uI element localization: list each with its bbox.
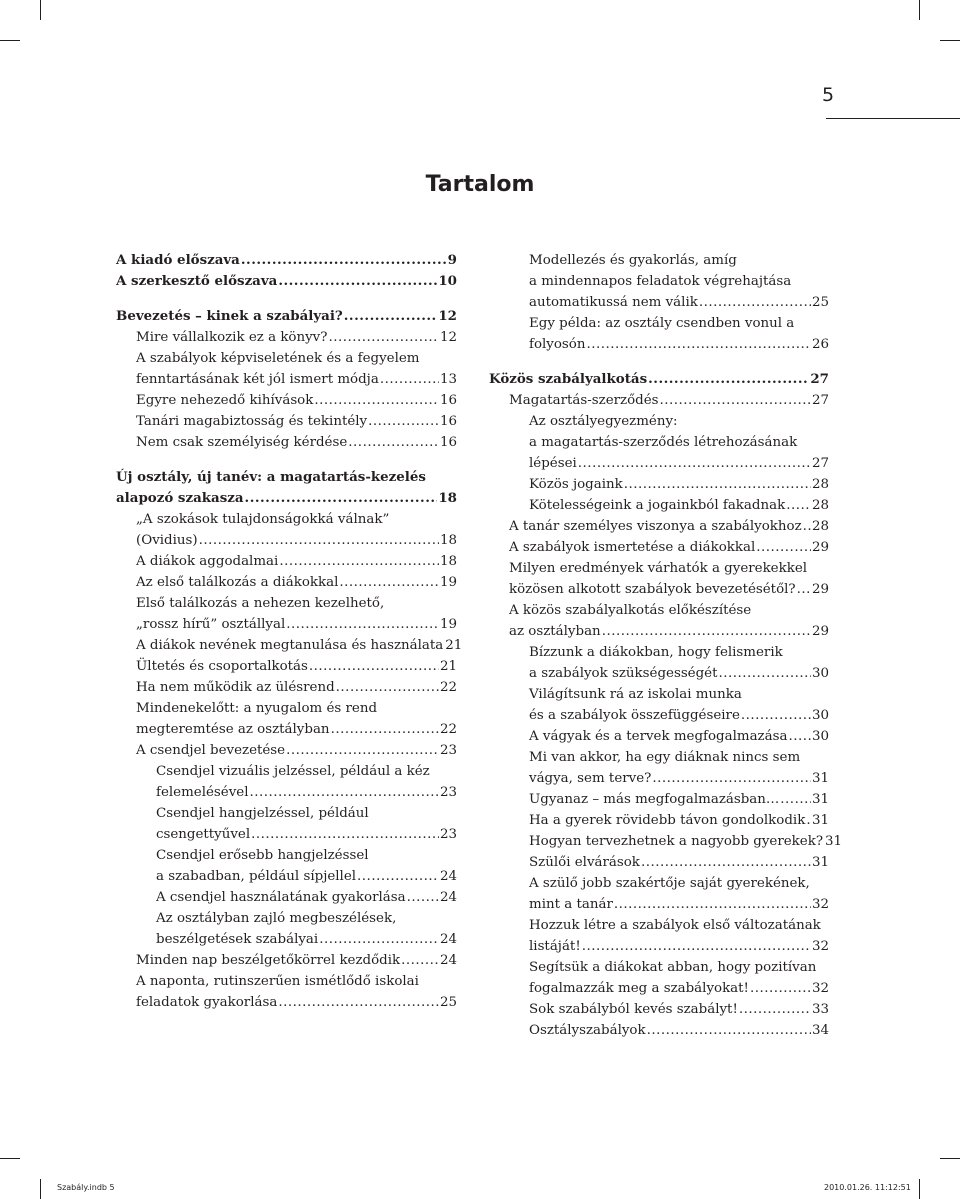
toc-page-number: 31 xyxy=(811,855,829,870)
toc-page-number: 30 xyxy=(811,729,829,744)
toc-entry-title-line: A diákok nevének megtanulása és használata xyxy=(136,638,444,653)
dot-leader xyxy=(803,516,811,537)
crop-mark xyxy=(0,40,20,41)
toc-page-number: 31 xyxy=(811,771,829,786)
toc-entry xyxy=(116,971,457,1013)
toc-entry-title-line: fogalmazzák meg a szabályokat! xyxy=(529,981,749,996)
dot-leader xyxy=(278,271,437,292)
toc-page-number: 23 xyxy=(439,827,457,842)
toc-entry-title-line: megteremtése az osztályban xyxy=(136,722,330,737)
dot-leader xyxy=(286,740,439,761)
dot-leader xyxy=(336,677,439,698)
toc-page-number: 24 xyxy=(439,890,457,905)
toc-entry xyxy=(116,740,457,761)
toc-page-number: 27 xyxy=(810,371,829,387)
dot-leader xyxy=(328,327,439,348)
toc-page-number: 28 xyxy=(811,477,829,492)
toc-entry-last-line xyxy=(509,537,829,558)
toc-entry-title-line: Közös jogaink xyxy=(529,477,623,492)
toc-right-column xyxy=(489,250,843,1041)
toc-entry xyxy=(489,852,829,873)
toc-entry-title-line: A szerkesztő előszava xyxy=(116,273,278,289)
toc-entry xyxy=(116,908,457,950)
toc-entry xyxy=(489,957,829,999)
toc-entry-last-line xyxy=(116,306,457,327)
toc-entry-title-line: Segítsük a diákokat abban, hogy pozitívan xyxy=(529,960,817,975)
toc-page-number: 28 xyxy=(811,498,829,513)
toc-entry-last-line xyxy=(509,579,829,600)
header-rule xyxy=(826,118,960,119)
dot-leader xyxy=(339,572,439,593)
dot-leader xyxy=(756,537,811,558)
dot-leader xyxy=(314,390,439,411)
toc-left-column xyxy=(116,250,463,1013)
toc-entry-title-line: Hozzuk létre a szabályok első változatának xyxy=(529,918,821,933)
toc-entry-last-line xyxy=(136,327,457,348)
toc-entry xyxy=(489,369,829,390)
dot-leader xyxy=(602,621,811,642)
toc-entry-title-line: Magatartás-szerződés xyxy=(509,393,659,408)
toc-page-number: 29 xyxy=(811,624,829,639)
toc-entry xyxy=(489,999,829,1020)
toc-entry xyxy=(116,348,457,390)
toc-page-number: 24 xyxy=(439,869,457,884)
toc-entry-title-line: Mire vállalkozik ez a könyv? xyxy=(136,330,328,345)
toc-entry-last-line xyxy=(156,782,457,803)
crop-mark xyxy=(940,40,960,41)
crop-mark xyxy=(0,1158,20,1159)
toc-page-number: 19 xyxy=(439,617,457,632)
toc-entry-title-line: Modellezés és gyakorlás, amíg xyxy=(529,253,737,268)
toc-page-number: 27 xyxy=(811,456,829,471)
toc-entry-title-line: Csendjel hangjelzéssel, például xyxy=(156,806,369,821)
toc-entry xyxy=(489,411,829,474)
toc-entry-title-line: Hogyan tervezhetnek a nagyobb gyerekek? xyxy=(529,834,824,849)
toc-entry xyxy=(489,516,829,537)
toc-page-number: 25 xyxy=(439,995,457,1010)
dot-leader xyxy=(660,390,811,411)
toc-page-number: 18 xyxy=(438,490,457,506)
toc-page-number: 22 xyxy=(439,680,457,695)
toc-page-number: 31 xyxy=(811,813,829,828)
toc-page-number: 33 xyxy=(811,1002,829,1017)
toc-entry-title-line: Ha a gyerek rövidebb távon gondolkodik xyxy=(529,813,806,828)
crop-mark xyxy=(919,1179,920,1199)
toc-page-number: 27 xyxy=(811,393,829,408)
toc-entry-title-line: Közös szabályalkotás xyxy=(489,371,648,387)
dot-leader xyxy=(279,551,439,572)
toc-entry xyxy=(489,873,829,915)
toc-entry xyxy=(489,313,829,355)
dot-leader xyxy=(251,824,439,845)
toc-entry-title-line: a szabályok szükségességét xyxy=(529,666,718,681)
toc-entry-title-line: Az osztályban zajló megbeszélések, xyxy=(156,911,397,926)
dot-leader xyxy=(780,789,811,810)
toc-entry-title-line: Milyen eredmények várhatók a gyerekekkel xyxy=(509,561,808,576)
toc-page-number: 29 xyxy=(811,582,829,597)
toc-entry xyxy=(116,432,457,453)
crop-mark xyxy=(940,1158,960,1159)
dot-leader xyxy=(652,768,811,789)
dot-leader xyxy=(719,663,811,684)
toc-entry-last-line xyxy=(156,929,457,950)
toc-entry-title-line: A szabályok ismertetése a diákokkal xyxy=(509,540,756,555)
toc-page-number: 26 xyxy=(811,337,829,352)
toc-entry xyxy=(116,677,457,698)
toc-entry xyxy=(489,810,829,831)
toc-entry-last-line xyxy=(529,768,829,789)
toc-entry-last-line xyxy=(529,789,829,810)
toc-entry-title-line: az osztályban xyxy=(509,624,601,639)
toc-entry-title-line: Ugyanaz – más megfogalmazásban… xyxy=(529,792,780,807)
toc-entry-last-line xyxy=(529,453,829,474)
toc-entry-last-line xyxy=(156,887,457,908)
dot-leader xyxy=(380,369,439,390)
crop-mark xyxy=(40,1179,41,1199)
toc-entry xyxy=(116,950,457,971)
toc-entry-last-line xyxy=(136,411,457,432)
toc-entry xyxy=(116,551,457,572)
toc-entry-title-line: Mindenekelőtt: a nyugalom és rend xyxy=(136,701,378,716)
toc-page-number: 21 xyxy=(445,638,463,653)
toc-entry-title-line: A szabályok képviseletének és a fegyelem xyxy=(136,351,420,366)
toc-page-number: 18 xyxy=(439,533,457,548)
toc-entry xyxy=(116,656,457,677)
toc-entry xyxy=(116,271,457,292)
toc-entry-title-line: mint a tanár xyxy=(529,897,613,912)
toc-entry-last-line xyxy=(529,495,829,516)
dot-leader xyxy=(750,978,811,999)
toc-entry-last-line xyxy=(509,516,829,537)
page-title: Tartalom xyxy=(425,172,535,197)
toc-entry xyxy=(116,509,457,551)
toc-page-number: 32 xyxy=(811,981,829,996)
toc-entry-last-line xyxy=(136,635,463,656)
toc-entry-title-line: Világítsunk rá az iskolai munka xyxy=(529,687,742,702)
toc-entry-last-line xyxy=(136,950,457,971)
toc-page-number: 16 xyxy=(439,435,457,450)
toc-entry-last-line xyxy=(136,677,457,698)
toc-entry-last-line xyxy=(529,474,829,495)
dot-leader xyxy=(401,950,439,971)
toc-entry-last-line xyxy=(136,390,457,411)
toc-page-number: 30 xyxy=(811,666,829,681)
dot-leader xyxy=(348,432,439,453)
page-number: 5 xyxy=(821,84,835,106)
dot-leader xyxy=(624,474,811,495)
toc-entry-title-line: Egyre nehezedő kihívások xyxy=(136,393,314,408)
toc-page-number: 24 xyxy=(439,953,457,968)
toc-entry-last-line xyxy=(116,271,457,292)
toc-entry xyxy=(116,390,457,411)
toc-entry xyxy=(116,887,457,908)
dot-leader xyxy=(199,530,439,551)
dot-leader xyxy=(241,250,447,271)
toc-entry xyxy=(116,327,457,348)
dot-leader xyxy=(587,334,811,355)
toc-entry xyxy=(489,1020,829,1041)
toc-entry xyxy=(489,600,829,642)
toc-entry-title-line: A csendjel használatának gyakorlása xyxy=(156,890,406,905)
toc-entry-title-line: „A szokások tulajdonságokká válnak” xyxy=(136,512,390,527)
toc-entry xyxy=(116,635,463,656)
toc-page-number: 31 xyxy=(811,792,829,807)
dot-leader xyxy=(806,810,811,831)
toc-entry xyxy=(116,411,457,432)
toc-page-number: 13 xyxy=(439,372,457,387)
toc-entry xyxy=(489,558,829,600)
toc-entry-last-line xyxy=(529,894,829,915)
toc-entry-title-line: fenntartásának két jól ismert módja xyxy=(136,372,379,387)
toc-entry-title-line: Osztályszabályok xyxy=(529,1023,646,1038)
toc-page-number: 10 xyxy=(438,273,457,289)
toc-entry-last-line xyxy=(529,978,829,999)
dot-leader xyxy=(278,992,439,1013)
toc-entry-last-line xyxy=(136,992,457,1013)
toc-entry-title-line: a szabadban, például sípjellel xyxy=(156,869,357,884)
dot-leader xyxy=(648,369,809,390)
dot-leader xyxy=(368,411,439,432)
dot-leader xyxy=(786,495,811,516)
toc-entry-last-line xyxy=(529,852,829,873)
toc-entry xyxy=(116,467,457,509)
toc-entry-last-line xyxy=(529,726,829,747)
toc-entry-title-line: A vágyak és a tervek megfogalmazása xyxy=(529,729,788,744)
toc-entry-last-line xyxy=(156,866,457,887)
toc-page-number: 18 xyxy=(439,554,457,569)
toc-entry-title-line: Bízzunk a diákokban, hogy felismerik xyxy=(529,645,783,660)
toc-entry-title-line: Ha nem működik az ülésrend xyxy=(136,680,335,695)
crop-mark xyxy=(919,0,920,20)
dot-leader xyxy=(741,705,811,726)
toc-entry-last-line xyxy=(529,334,829,355)
toc-entry xyxy=(116,250,457,271)
toc-entry-last-line xyxy=(116,488,457,509)
toc-entry-last-line xyxy=(529,663,829,684)
toc-entry xyxy=(489,684,829,726)
toc-entry-title-line: Ültetés és csoportalkotás xyxy=(136,659,308,674)
dot-leader xyxy=(614,894,811,915)
toc-entry-title-line: A kiadó előszava xyxy=(116,252,240,268)
toc-entry-title-line: (Ovidius) xyxy=(136,533,198,548)
toc-entry-last-line xyxy=(529,936,829,957)
toc-entry-last-line xyxy=(489,369,829,390)
toc-page-number: 30 xyxy=(811,708,829,723)
toc-entry-title-line: Bevezetés – kinek a szabályai? xyxy=(116,308,343,324)
dot-leader xyxy=(578,453,811,474)
toc-page-number: 16 xyxy=(439,393,457,408)
toc-entry-title-line: Első találkozás a nehezen kezelhető, xyxy=(136,596,385,611)
dot-leader xyxy=(309,656,439,677)
toc-entry-last-line xyxy=(509,390,829,411)
toc-entry-title-line: Szülői elvárások xyxy=(529,855,640,870)
footer-file-label: Szabály.indb 5 xyxy=(57,1183,115,1192)
toc-entry-last-line xyxy=(529,1020,829,1041)
toc-entry-title-line: felemelésével xyxy=(156,785,249,800)
toc-entry-title-line: Új osztály, új tanév: a magatartás-kezelés xyxy=(116,469,426,485)
toc-entry-title-line: Minden nap beszélgetőkörrel kezdődik xyxy=(136,953,401,968)
dot-leader xyxy=(797,579,811,600)
toc-entry xyxy=(489,495,829,516)
toc-entry-last-line xyxy=(529,705,829,726)
toc-page-number: 28 xyxy=(811,519,829,534)
toc-entry-last-line xyxy=(136,572,457,593)
toc-entry-last-line xyxy=(116,250,457,271)
toc-entry-title-line: közösen alkotott szabályok bevezetésétől? xyxy=(509,582,796,597)
toc-entry-title-line: Az első találkozás a diákokkal xyxy=(136,575,339,590)
dot-leader xyxy=(331,719,439,740)
toc-entry-last-line xyxy=(136,432,457,453)
toc-entry xyxy=(116,698,457,740)
toc-entry-title-line: A naponta, rutinszerűen ismétlődő iskolai xyxy=(136,974,419,989)
toc-entry-last-line xyxy=(529,810,829,831)
toc-page-number: 12 xyxy=(439,330,457,345)
toc-page-number: 21 xyxy=(439,659,457,674)
toc-entry xyxy=(489,726,829,747)
dot-leader xyxy=(245,488,438,509)
toc-entry-title-line: a mindennapos feladatok végrehajtása xyxy=(529,274,792,289)
toc-entry-title-line: a magatartás-szerződés létrehozásának xyxy=(529,435,798,450)
toc-page-number: 9 xyxy=(447,252,457,268)
toc-entry-title-line: Mi van akkor, ha egy diáknak nincs sem xyxy=(529,750,801,765)
toc-entry-title-line: Egy példa: az osztály csendben vonul a xyxy=(529,316,795,331)
toc-entry xyxy=(116,306,457,327)
toc-entry-title-line: alapozó szakasza xyxy=(116,490,244,506)
crop-mark xyxy=(40,0,41,20)
toc-page-number: 22 xyxy=(439,722,457,737)
toc-entry-title-line: A tanár személyes viszonya a szabályokhoz xyxy=(509,519,802,534)
toc-entry-last-line xyxy=(136,369,457,390)
toc-page-number: 19 xyxy=(439,575,457,590)
toc-entry-title-line: beszélgetések szabályai xyxy=(156,932,319,947)
toc-entry-title-line: csengettyűvel xyxy=(156,827,251,842)
toc-entry xyxy=(489,537,829,558)
dot-leader xyxy=(582,936,811,957)
toc-entry-last-line xyxy=(136,656,457,677)
toc-entry-title-line: A csendjel bevezetése xyxy=(136,743,286,758)
footer-timestamp: 2010.01.26. 11:12:51 xyxy=(824,1183,911,1192)
toc-entry xyxy=(116,761,457,803)
toc-entry-title-line: A diákok aggodalmai xyxy=(136,554,279,569)
toc-entry xyxy=(489,474,829,495)
toc-entry xyxy=(116,845,457,887)
toc-page-number: 32 xyxy=(811,939,829,954)
toc-entry xyxy=(489,831,843,852)
toc-entry xyxy=(116,572,457,593)
toc-entry-title-line: listáját! xyxy=(529,939,581,954)
toc-entry-title-line: Csendjel vizuális jelzéssel, például a kéz xyxy=(156,764,430,779)
dot-leader xyxy=(739,999,811,1020)
toc-entry xyxy=(489,390,829,411)
dot-leader xyxy=(641,852,811,873)
toc-page-number: 31 xyxy=(825,834,843,849)
toc-entry-last-line xyxy=(156,824,457,845)
dot-leader xyxy=(699,292,811,313)
toc-entry xyxy=(489,747,829,789)
toc-entry xyxy=(116,803,457,845)
toc-page-number: 25 xyxy=(811,295,829,310)
toc-entry-title-line: Az osztályegyezmény: xyxy=(529,414,678,429)
toc-entry-title-line: vágya, sem terve? xyxy=(529,771,652,786)
toc-page-number: 24 xyxy=(439,932,457,947)
toc-entry-last-line xyxy=(136,719,457,740)
dot-leader xyxy=(319,929,439,950)
toc-entry-title-line: folyosón xyxy=(529,337,586,352)
toc-entry-last-line xyxy=(509,621,829,642)
toc-entry xyxy=(489,250,829,313)
toc-entry-last-line xyxy=(529,292,829,313)
dot-leader xyxy=(788,726,811,747)
toc-entry-title-line: és a szabályok összefüggéseire xyxy=(529,708,740,723)
toc-entry-title-line: lépései xyxy=(529,456,577,471)
toc-entry-title-line: Tanári magabiztosság és tekintély xyxy=(136,414,368,429)
toc-entry-last-line xyxy=(529,999,829,1020)
toc-entry-last-line xyxy=(136,530,457,551)
dot-leader xyxy=(344,306,438,327)
toc-page-number: 34 xyxy=(811,1023,829,1038)
toc-entry-last-line xyxy=(529,831,843,852)
toc-page-number: 29 xyxy=(811,540,829,555)
toc-page-number: 23 xyxy=(439,785,457,800)
toc-page-number: 32 xyxy=(811,897,829,912)
toc-entry-title-line: A közös szabályalkotás előkészítése xyxy=(509,603,752,618)
dot-leader xyxy=(286,614,439,635)
dot-leader xyxy=(357,866,439,887)
toc-entry-last-line xyxy=(136,614,457,635)
toc-entry-title-line: „rossz hírű” osztállyal xyxy=(136,617,286,632)
toc-entry-title-line: feladatok gyakorlása xyxy=(136,995,278,1010)
toc-entry-title-line: Csendjel erősebb hangjelzéssel xyxy=(156,848,369,863)
toc-entry xyxy=(489,915,829,957)
toc-entry-title-line: A szülő jobb szakértője saját gyerekének, xyxy=(529,876,810,891)
toc-page-number: 16 xyxy=(439,414,457,429)
toc-entry-last-line xyxy=(136,740,457,761)
toc-entry xyxy=(116,593,457,635)
dot-leader xyxy=(407,887,439,908)
toc-page-number: 12 xyxy=(438,308,457,324)
toc-entry-title-line: Nem csak személyiség kérdése xyxy=(136,435,348,450)
toc-entry-title-line: Sok szabályból kevés szabályt! xyxy=(529,1002,738,1017)
toc-entry-last-line xyxy=(136,551,457,572)
toc-page-number: 23 xyxy=(439,743,457,758)
dot-leader xyxy=(647,1020,811,1041)
dot-leader xyxy=(250,782,439,803)
toc-entry-title-line: Kötelességeink a jogainkból fakadnak xyxy=(529,498,786,513)
toc-entry-title-line: automatikussá nem válik xyxy=(529,295,698,310)
toc-entry xyxy=(489,642,829,684)
toc-entry xyxy=(489,789,829,810)
